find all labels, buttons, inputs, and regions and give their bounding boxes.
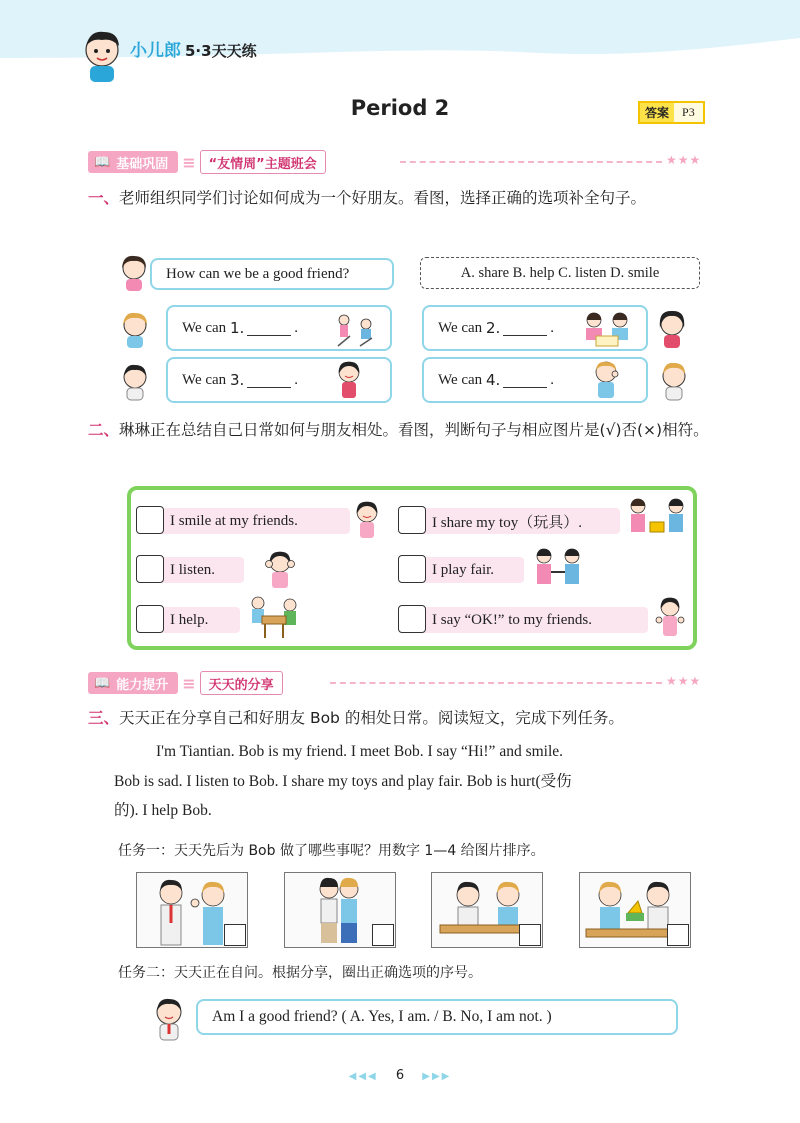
reading-passage <box>114 737 710 826</box>
brand-logo: 小儿郎 <box>130 41 181 61</box>
question-text: 琳琳正在总结自己日常如何与朋友相处。看图，判断句子与相应图片是(√)否(×)相符。 <box>119 421 709 439</box>
page-title: Period 2 <box>350 96 450 120</box>
section-tag <box>88 151 178 173</box>
self-question-bubble[interactable]: Am I a good friend? ( A. Yes, I am. / B. No, I am not. ) <box>196 999 678 1035</box>
section-tag-label: 基础巩固 <box>116 156 169 172</box>
section-tag <box>88 672 178 694</box>
prev-arrows-icon: ◀◀◀ <box>348 1071 378 1082</box>
difficulty-stars: ★★★ <box>666 153 702 167</box>
order-box-1[interactable] <box>224 924 246 946</box>
smiling-girl-picture-icon <box>350 498 384 542</box>
blank-end: . <box>550 371 554 388</box>
order-box-3[interactable] <box>519 924 541 946</box>
statement-1: I smile at my friends. <box>136 508 350 534</box>
difficulty-stars: ★★★ <box>666 674 702 688</box>
question-text: 天天正在分享自己和好朋友 Bob 的相处日常。阅读短文，完成下列任务。 <box>119 709 624 727</box>
question-number: 一、 <box>88 189 120 207</box>
sharing-toy-picture-icon <box>626 496 688 540</box>
task-2: 任务二：天天正在自问。根据分享，圈出正确选项的序号。 <box>118 965 482 981</box>
blank-end: . <box>294 371 298 388</box>
answer-reference[interactable] <box>638 101 705 124</box>
blank-prefix: We can <box>182 319 227 336</box>
smiling-girl-picture-icon <box>332 358 366 402</box>
blank-number: 3. <box>229 371 245 389</box>
answer-label: 答案 <box>640 103 674 122</box>
order-box-2[interactable] <box>372 924 394 946</box>
passage-line: 的). I help Bob. <box>114 802 212 819</box>
answer-blank[interactable] <box>503 373 547 388</box>
question-2 <box>88 414 713 446</box>
boy-mascot-icon <box>78 26 126 84</box>
statement-5: I help. <box>136 607 240 633</box>
question-1 <box>88 182 713 214</box>
helping-carry-desk-picture-icon <box>246 594 302 640</box>
answer-checkbox-2[interactable] <box>398 506 426 534</box>
answer-checkbox-3[interactable] <box>136 555 164 583</box>
question-number: 三、 <box>88 709 120 727</box>
next-arrows-icon: ▶▶▶ <box>422 1071 452 1082</box>
tiantian-avatar-icon <box>150 994 188 1042</box>
arrow-decor: ≡ <box>182 673 196 693</box>
answer-checkbox-4[interactable] <box>398 555 426 583</box>
listening-girl-picture-icon <box>258 548 302 590</box>
section-tag-label: 能力提升 <box>116 677 169 693</box>
girl-dark-hair-avatar-icon <box>654 306 690 350</box>
girl-blonde-avatar-icon <box>118 308 152 350</box>
listening-boy-picture-icon <box>590 358 622 402</box>
section-divider <box>400 161 662 163</box>
statement-2: I share my toy（玩具）. <box>398 508 620 534</box>
arrow-decor: ≡ <box>182 152 196 172</box>
section-banner-basic <box>88 150 326 174</box>
blank-number: 4. <box>485 371 501 389</box>
blank-prefix: We can <box>438 371 483 388</box>
book-icon: 📖 <box>94 675 111 691</box>
ok-girl-picture-icon <box>652 594 688 640</box>
question-number: 二、 <box>88 421 120 439</box>
handshake-picture-icon <box>532 546 584 590</box>
answer-checkbox-1[interactable] <box>136 506 164 534</box>
brand-title <box>130 36 257 61</box>
passage-line: I'm Tiantian. Bob is my friend. I meet Bob. I say “Hi!” and smile. <box>156 743 564 760</box>
page-number: 6 <box>395 1068 405 1083</box>
boy-avatar-icon <box>118 360 152 402</box>
answer-blank[interactable] <box>503 321 547 336</box>
brand-text: 5·3天天练 <box>185 42 257 60</box>
reading-together-picture-icon <box>578 310 640 348</box>
section-subtitle: 天天的分享 <box>200 671 283 695</box>
page-footer <box>0 1068 800 1083</box>
blank-prefix: We can <box>438 319 483 336</box>
question-bubble: How can we be a good friend? <box>150 258 394 290</box>
options-box: A. share B. help C. listen D. smile <box>420 257 700 289</box>
answer-blank[interactable] <box>247 373 291 388</box>
passage-line: Bob is sad. I listen to Bob. I share my toys and play fair. Bob is hurt(受伤 <box>114 772 572 790</box>
answer-checkbox-5[interactable] <box>136 605 164 633</box>
blank-end: . <box>294 319 298 336</box>
boy-blonde-avatar-icon <box>656 358 692 402</box>
question-3 <box>88 702 713 734</box>
section-divider <box>330 682 662 684</box>
blank-end: . <box>550 319 554 336</box>
girl-avatar-icon <box>118 252 150 292</box>
statement-3: I listen. <box>136 557 244 583</box>
blank-prefix: We can <box>182 371 227 388</box>
question-text: 老师组织同学们讨论如何成为一个好朋友。看图，选择正确的选项补全句子。 <box>119 189 647 207</box>
helping-kids-picture-icon <box>330 312 380 348</box>
task-1: 任务一：天天先后为 Bob 做了哪些事呢？用数字 1—4 给图片排序。 <box>118 843 545 859</box>
answer-checkbox-6[interactable] <box>398 605 426 633</box>
blank-number: 1. <box>229 319 245 337</box>
answer-blank[interactable] <box>247 321 291 336</box>
order-box-4[interactable] <box>667 924 689 946</box>
answer-page: P3 <box>682 105 695 119</box>
book-icon: 📖 <box>94 154 111 170</box>
blank-number: 2. <box>485 319 501 337</box>
statement-6: I say “OK!” to my friends. <box>398 607 648 633</box>
section-subtitle: “友情周”主题班会 <box>200 150 326 174</box>
section-banner-advanced <box>88 671 283 695</box>
statement-4: I play fair. <box>398 557 524 583</box>
